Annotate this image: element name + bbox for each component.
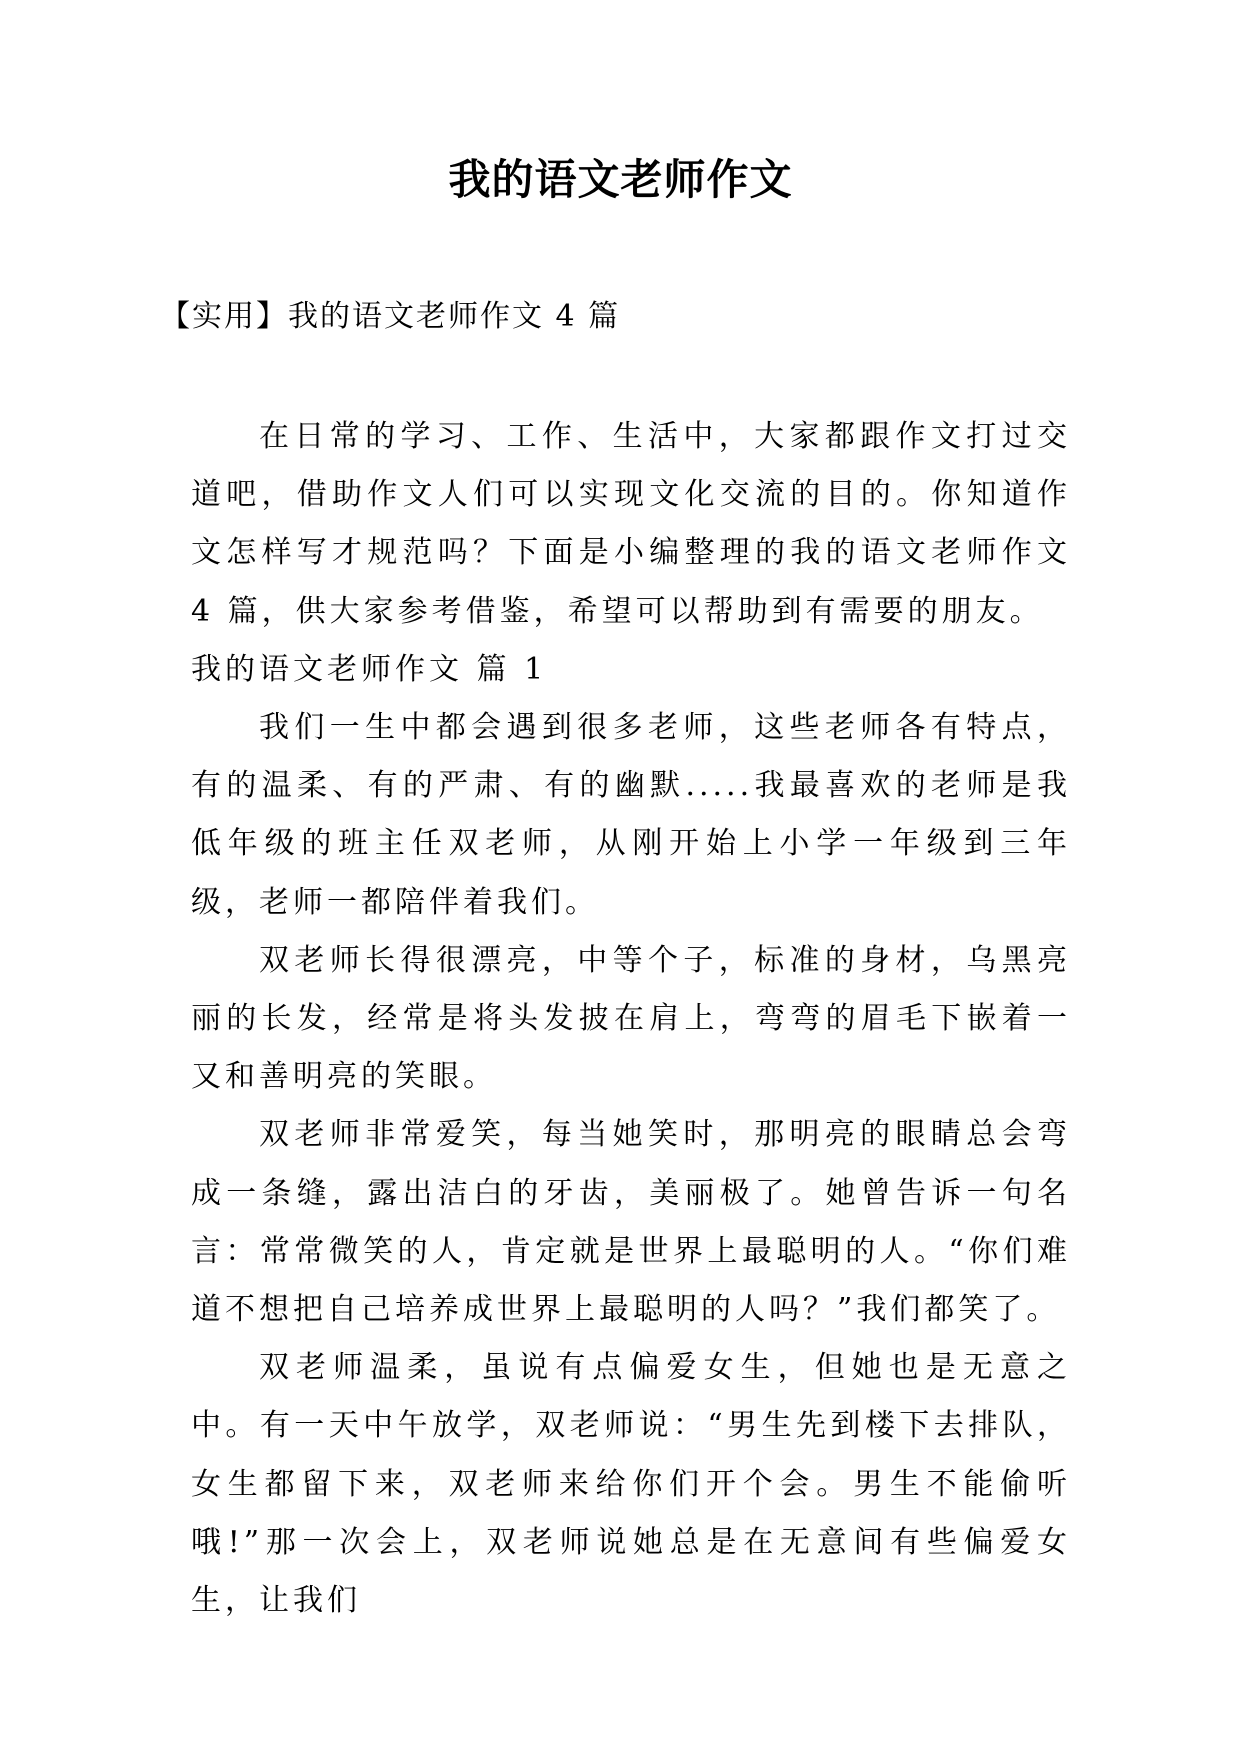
document-title: 我的语文老师作文 [448, 155, 793, 204]
document-subtitle: 【实用】我的语文老师作文 4 篇 [160, 299, 621, 334]
body-paragraph-1: 我们一生中都会遇到很多老师，这些老师各有特点，有的温柔、有的严肃、有的幽默.....我最喜欢的老师是我低年级的班主任双老师，从刚开始上小学一年级到三年级，老师一都陪伴着我们。 [191, 710, 1071, 920]
document-body [191, 408, 1071, 1630]
section-heading: 我的语文老师作文 篇 1 [191, 651, 548, 687]
body-paragraph-3: 双老师非常爱笑，每当她笑时，那明亮的眼睛总会弯成一条缝，露出洁白的牙齿，美丽极了。她曾告诉一句名言：常常微笑的人，肯定就是世界上最聪明的人。“你们难道不想把自己培养成世界上最聪明的人吗？”我们都笑了。 [191, 1117, 1071, 1328]
body-paragraph-2: 双老师长得很漂亮，中等个子，标准的身材，乌黑亮丽的长发，经常是将头发披在肩上，弯弯的眉毛下嵌着一又和善明亮的笑眼。 [191, 942, 1071, 1095]
body-paragraph-4: 双老师温柔，虽说有点偏爱女生，但她也是无意之中。有一天中午放学，双老师说：“男生先到楼下去排队，女生都留下来，双老师来给你们开个会。男生不能偷听哦!”那一次会上，双老师说她总是在无意间有些偏爱女生，让我们 [191, 1350, 1071, 1619]
intro-paragraph: 在日常的学习、工作、生活中，大家都跟作文打过交道吧，借助作文人们可以实现文化交流的目的。你知道作文怎样写才规范吗？下面是小编整理的我的语文老师作文 4 篇，供大家参考借鉴，希望可以帮助到有需要的朋友。 [191, 419, 1071, 629]
